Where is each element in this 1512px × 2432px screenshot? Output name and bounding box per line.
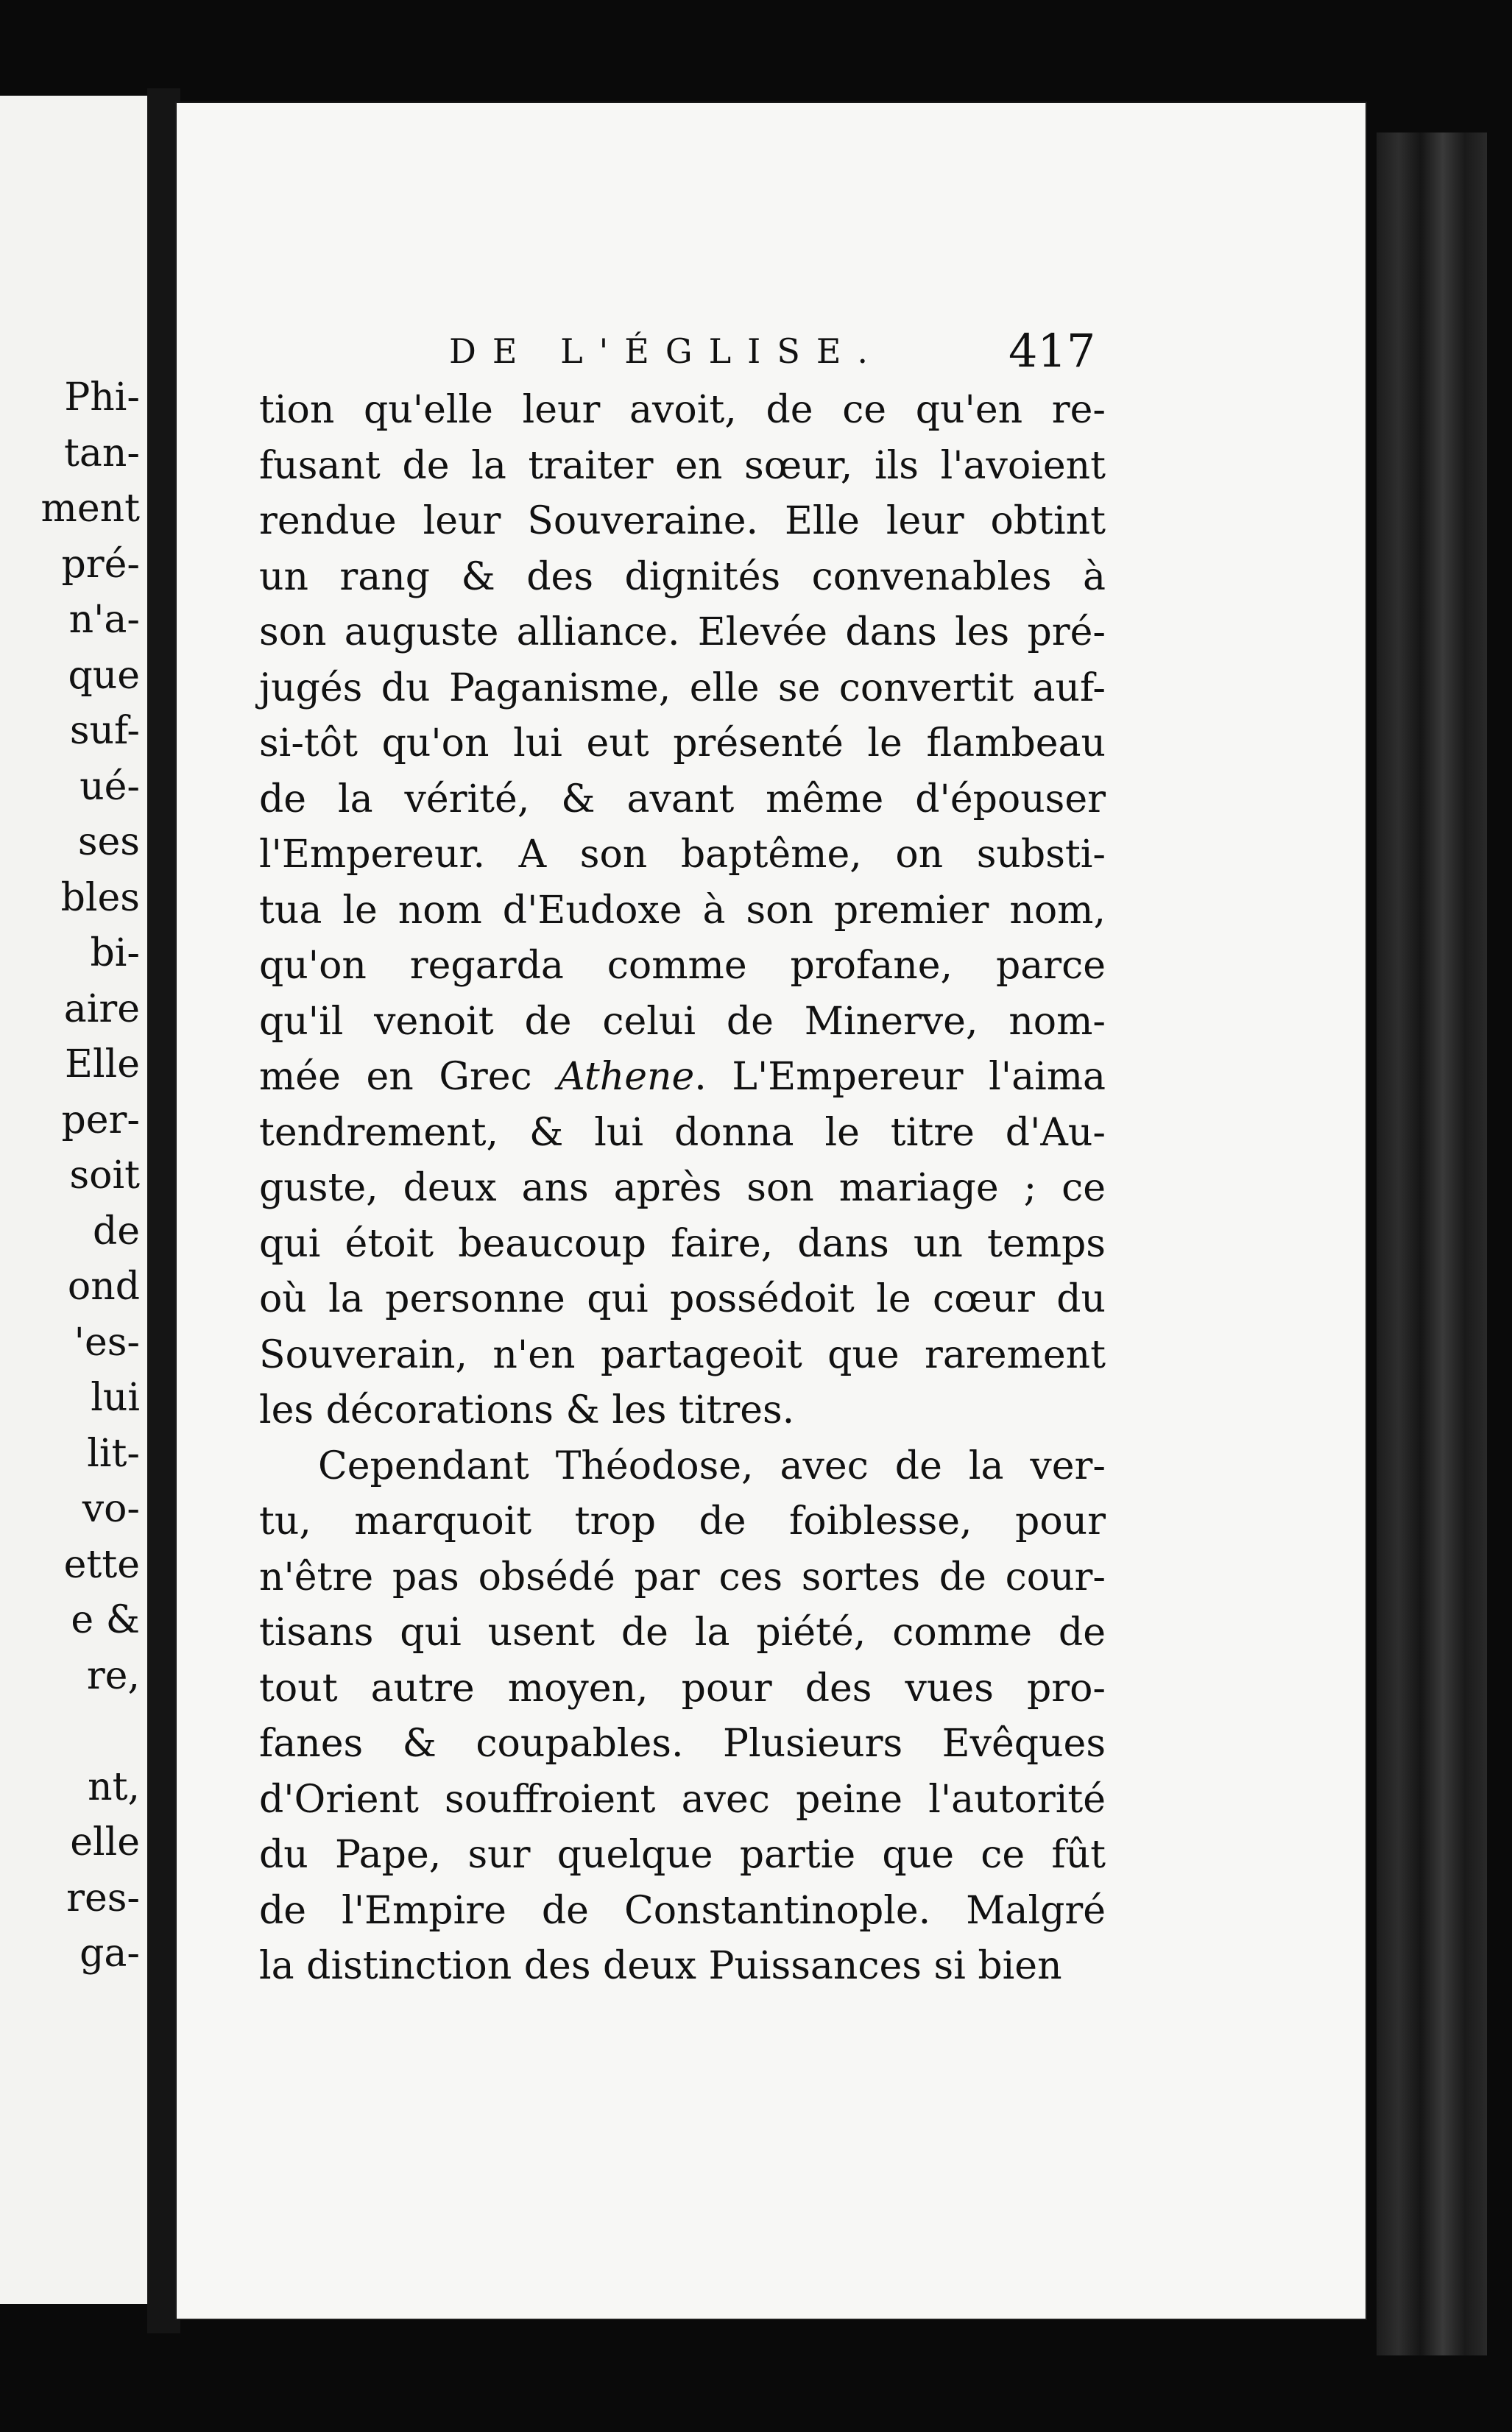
text-line: tisans qui usent de la piété, comme de — [259, 1611, 1106, 1655]
text-line: tua le nom d'Eudoxe à son premier nom, — [259, 888, 1106, 933]
text-line: qu'on regarda comme profane, parce — [259, 944, 1106, 988]
text-line: les décorations & les titres. — [259, 1388, 795, 1432]
body-text — [259, 383, 1106, 1995]
page-edges — [1377, 132, 1487, 2355]
previous-page-line-fragment: lui — [91, 1376, 140, 1420]
previous-page-line-fragment: nt, — [88, 1764, 140, 1809]
text-line: la distinction des deux Puissances si bien — [259, 1944, 1062, 1988]
previous-page-line-fragment: Phi- — [64, 375, 140, 420]
previous-page-line-fragment: ment — [40, 487, 140, 531]
text-line: tion qu'elle leur avoit, de ce qu'en re- — [259, 388, 1106, 432]
running-title: DE L'ÉGLISE. — [449, 331, 885, 371]
previous-page-line-fragment: tan- — [64, 431, 140, 476]
text-line: Souverain, n'en partageoit que rarement — [259, 1332, 1106, 1377]
text-line: tout autre moyen, pour des vues pro- — [259, 1666, 1106, 1711]
page-number: 417 — [1008, 324, 1096, 378]
previous-page-line-fragment: aire — [63, 986, 140, 1031]
previous-page-line-fragment: 'es- — [74, 1320, 140, 1365]
previous-page-line-fragment: Elle — [65, 1042, 140, 1086]
previous-page-line-fragment: ette — [63, 1542, 140, 1587]
previous-page-line-fragment: bles — [60, 875, 140, 920]
text-line: tendrement, & lui donna le titre d'Au- — [259, 1110, 1106, 1155]
text-line: d'Orient souffroient avec peine l'autorité — [259, 1777, 1106, 1822]
previous-page-line-fragment: ses — [77, 820, 140, 864]
text-line: rendue leur Souveraine. Elle leur obtint — [259, 499, 1106, 543]
previous-page-line-fragment: soit — [69, 1153, 140, 1198]
previous-page-line-fragment: de — [92, 1209, 140, 1254]
text-line: un rang & des dignités convenables à — [259, 554, 1106, 599]
text-line: mée en Grec Athene. L'Empereur l'aima — [259, 1055, 1106, 1099]
text-line: son auguste alliance. Elevée dans les pré- — [259, 610, 1106, 654]
previous-page-fragment — [0, 96, 149, 2304]
text-line: du Pape, sur quelque partie que ce fût — [259, 1833, 1106, 1877]
previous-page-line-fragment: res- — [66, 1876, 140, 1920]
text-line: de la vérité, & avant même d'épouser — [259, 777, 1106, 821]
text-line: qu'il venoit de celui de Minerve, nom- — [259, 999, 1106, 1044]
text-line: l'Empereur. A son baptême, on substi- — [259, 833, 1106, 877]
previous-page-line-fragment: bi- — [90, 931, 140, 975]
previous-page-line-fragment: pré- — [61, 542, 140, 587]
text-line: fanes & coupables. Plusieurs Evêques — [259, 1722, 1106, 1766]
previous-page-line-fragment: que — [68, 653, 140, 698]
previous-page-line-fragment: vo- — [82, 1487, 140, 1531]
previous-page-line-fragment: suf- — [69, 709, 140, 753]
text-line: jugés du Paganisme, elle se convertit auf- — [259, 665, 1106, 710]
previous-page-line-fragment: lit- — [87, 1431, 140, 1476]
previous-page-line-fragment: ga- — [80, 1931, 140, 1976]
text-line: guste, deux ans après son mariage ; ce — [259, 1166, 1106, 1210]
text-line: tu, marquoit trop de foiblesse, pour — [259, 1499, 1106, 1544]
previous-page-line-fragment: ond — [67, 1265, 140, 1309]
previous-page-line-fragment: per- — [61, 1097, 140, 1142]
text-line: n'être pas obsédé par ces sortes de cour- — [259, 1555, 1106, 1599]
text-line: où la personne qui possédoit le cœur du — [259, 1277, 1106, 1321]
previous-page-line-fragment: re, — [86, 1653, 140, 1698]
text-line: Cependant Théodose, avec de la ver- — [318, 1443, 1106, 1488]
text-line: fusant de la traiter en sœur, ils l'avoient — [259, 443, 1106, 488]
previous-page-line-fragment: ué- — [80, 764, 140, 809]
text-line: si-tôt qu'on lui eut présenté le flambeau — [259, 721, 1106, 766]
previous-page-line-fragment: e & — [71, 1598, 140, 1642]
text-line: qui étoit beaucoup faire, dans un temps — [259, 1221, 1106, 1266]
previous-page-line-fragment: elle — [70, 1820, 140, 1864]
text-line: de l'Empire de Constantinople. Malgré — [259, 1888, 1106, 1933]
previous-page-line-fragment: n'a- — [68, 598, 140, 642]
book-gutter — [147, 88, 180, 2333]
